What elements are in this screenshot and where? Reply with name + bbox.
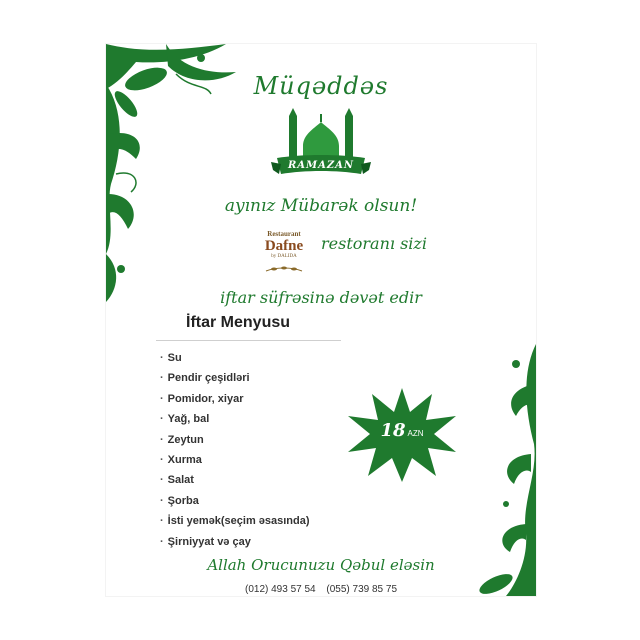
menu-item: · Pendir çeşidləri bbox=[160, 368, 310, 388]
menu-item: · Salat bbox=[160, 470, 310, 490]
menu-item: · Xurma bbox=[160, 450, 310, 470]
contact-phones bbox=[106, 584, 536, 595]
mosque-emblem-icon bbox=[271, 108, 371, 188]
restaurant-logo bbox=[256, 230, 312, 274]
page-title: Müqəddəs bbox=[253, 72, 389, 100]
menu-item: · Zeytun bbox=[160, 430, 310, 450]
laurel-icon bbox=[264, 265, 304, 273]
menu-item: · Su bbox=[160, 348, 310, 368]
footer-blessing: Allah Orucunuzu Qəbul eləsin bbox=[207, 556, 435, 574]
menu-list bbox=[160, 348, 310, 552]
menu-item: · Şorba bbox=[160, 491, 310, 511]
menu-item: · Şirniyyat və çay bbox=[160, 532, 310, 552]
phone-number[interactable]: (055) 739 85 75 bbox=[326, 584, 398, 595]
emblem-banner-text: RAMAZAN bbox=[287, 160, 355, 171]
menu-divider bbox=[156, 340, 341, 341]
price-amount: 18 bbox=[380, 420, 406, 441]
price-badge bbox=[346, 386, 458, 482]
menu-item: · İsti yemək(seçim əsasında) bbox=[160, 511, 310, 531]
menu-title: İftar Menyusu bbox=[186, 314, 291, 331]
price-currency: AZN bbox=[407, 429, 424, 438]
menu-item: · Yağ, bal bbox=[160, 409, 310, 429]
invite-line-1: restoranı sizi bbox=[321, 234, 427, 253]
iftar-poster bbox=[106, 44, 536, 596]
menu-item: · Pomidor, xiyar bbox=[160, 389, 310, 409]
logo-restaurant-label: Restaurant bbox=[267, 230, 301, 238]
phone-number[interactable]: (012) 493 57 54 bbox=[244, 584, 316, 595]
greeting-subtitle: ayınız Mübarək olsun! bbox=[224, 196, 418, 216]
logo-tagline: by DALIDA bbox=[271, 254, 297, 259]
logo-name: Dafne bbox=[264, 238, 304, 254]
invite-line-2: iftar süfrəsinə dəvət edir bbox=[220, 288, 422, 307]
